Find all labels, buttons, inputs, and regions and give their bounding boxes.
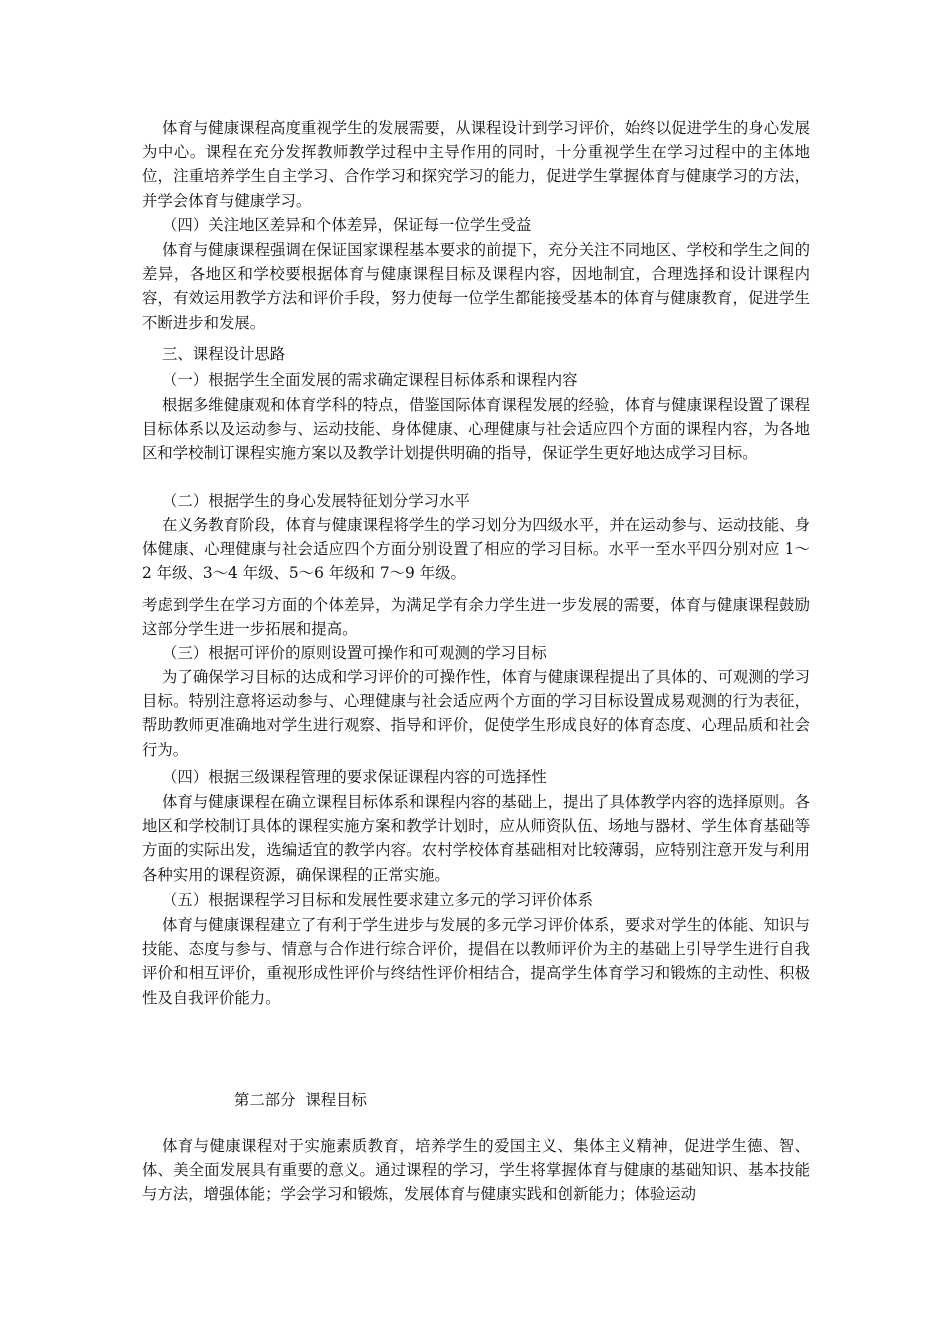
heading-design-3: （三）根据可评价的原则设置可操作和可观测的学习目标 <box>162 644 547 662</box>
heading-design-2: （二）根据学生的身心发展特征划分学习水平 <box>162 492 470 510</box>
heading-design-5: （五）根据课程学习目标和发展性要求建立多元的学习评价体系 <box>162 891 593 909</box>
paragraph-learning-focus: 体育与健康课程高度重视学生的发展需要，从课程设计到学习评价，始终以促进学生的身心发展为中心。课程在充分发挥教师教学过程中主导作用的同时，十分重视学生在学习过程中的主体地位，注重培养学生自主学习、合作学习和探究学习的能力，促进学生掌握体育与健康学习的方法，并学会体育与健康学习。 <box>142 119 810 210</box>
paragraph-design-3: 为了确保学习目标的达成和学习评价的可操作性，体育与健康课程提出了具体的、可观测的学习目标。特别注意将运动参与、心理健康与社会适应两个方面的学习目标设置成易观测的行为表征，帮助教师更准确地对学生进行观察、指导和评价，促使学生形成良好的体育态度、心理品质和社会行为。 <box>142 668 810 759</box>
paragraph-design-2-extra: 考虑到学生在学习方面的个体差异，为满足学有余力学生进一步发展的需要，体育与健康课程鼓励这部分学生进一步拓展和提高。 <box>142 596 810 639</box>
part-title: 第二部分 课程目标 <box>234 1091 367 1109</box>
heading-design-4: （四）根据三级课程管理的要求保证课程内容的可选择性 <box>162 768 547 786</box>
heading-regional-differences: （四）关注地区差异和个体差异，保证每一位学生受益 <box>162 216 532 234</box>
paragraph-design-2: 在义务教育阶段，体育与健康课程将学生的学习划分为四级水平，并在运动参与、运动技能、身体健康、心理健康与社会适应四个方面分别设置了相应的学习目标。水平一至水平四分别对应 1～2 年级、3～4 年级、5～6 年级和 7～9 年级。 <box>142 516 810 583</box>
paragraph-design-5: 体育与健康课程建立了有利于学生进步与发展的多元学习评价体系，要求对学生的体能、知识与技能、态度与参与、情意与合作进行综合评价，提倡在以教师评价为主的基础上引导学生进行自我评价和相互评价，重视形成性评价与终结性评价相结合，提高学生体育学习和锻炼的主动性、积极性及自我评价能力。 <box>142 916 810 1007</box>
paragraph-design-4: 体育与健康课程在确立课程目标体系和课程内容的基础上，提出了具体教学内容的选择原则。各地区和学校制订具体的课程实施方案和教学计划时，应从师资队伍、场地与器材、学生体育基础等方面的实际出发，选编适宜的教学内容。农村学校体育基础相对比较薄弱，应特别注意开发与利用各种实用的课程资源，确保课程的正常实施。 <box>142 793 810 884</box>
heading-course-design: 三、课程设计思路 <box>162 345 286 363</box>
paragraph-regional-differences: 体育与健康课程强调在保证国家课程基本要求的前提下，充分关注不同地区、学校和学生之间的差异，各地区和学校要根据体育与健康课程目标及课程内容，因地制宜，合理选择和设计课程内容，有效运用教学方法和评价手段，努力使每一位学生都能接受基本的体育与健康教育，促进学生不断进步和发展。 <box>142 241 810 332</box>
heading-design-1: （一）根据学生全面发展的需求确定课程目标体系和课程内容 <box>162 371 578 389</box>
paragraph-course-goals: 体育与健康课程对于实施素质教育，培养学生的爱国主义、集体主义精神，促进学生德、智、体、美全面发展具有重要的意义。通过课程的学习，学生将掌握体育与健康的基础知识、基本技能与方法，增强体能；学会学习和锻炼，发展体育与健康实践和创新能力；体验运动 <box>142 1137 810 1204</box>
paragraph-design-1: 根据多维健康观和体育学科的特点，借鉴国际体育课程发展的经验，体育与健康课程设置了课程目标体系以及运动参与、运动技能、身体健康、心理健康与社会适应四个方面的课程内容，为各地区和学校制订课程实施方案以及教学计划提供明确的指导，保证学生更好地达成学习目标。 <box>142 396 810 463</box>
